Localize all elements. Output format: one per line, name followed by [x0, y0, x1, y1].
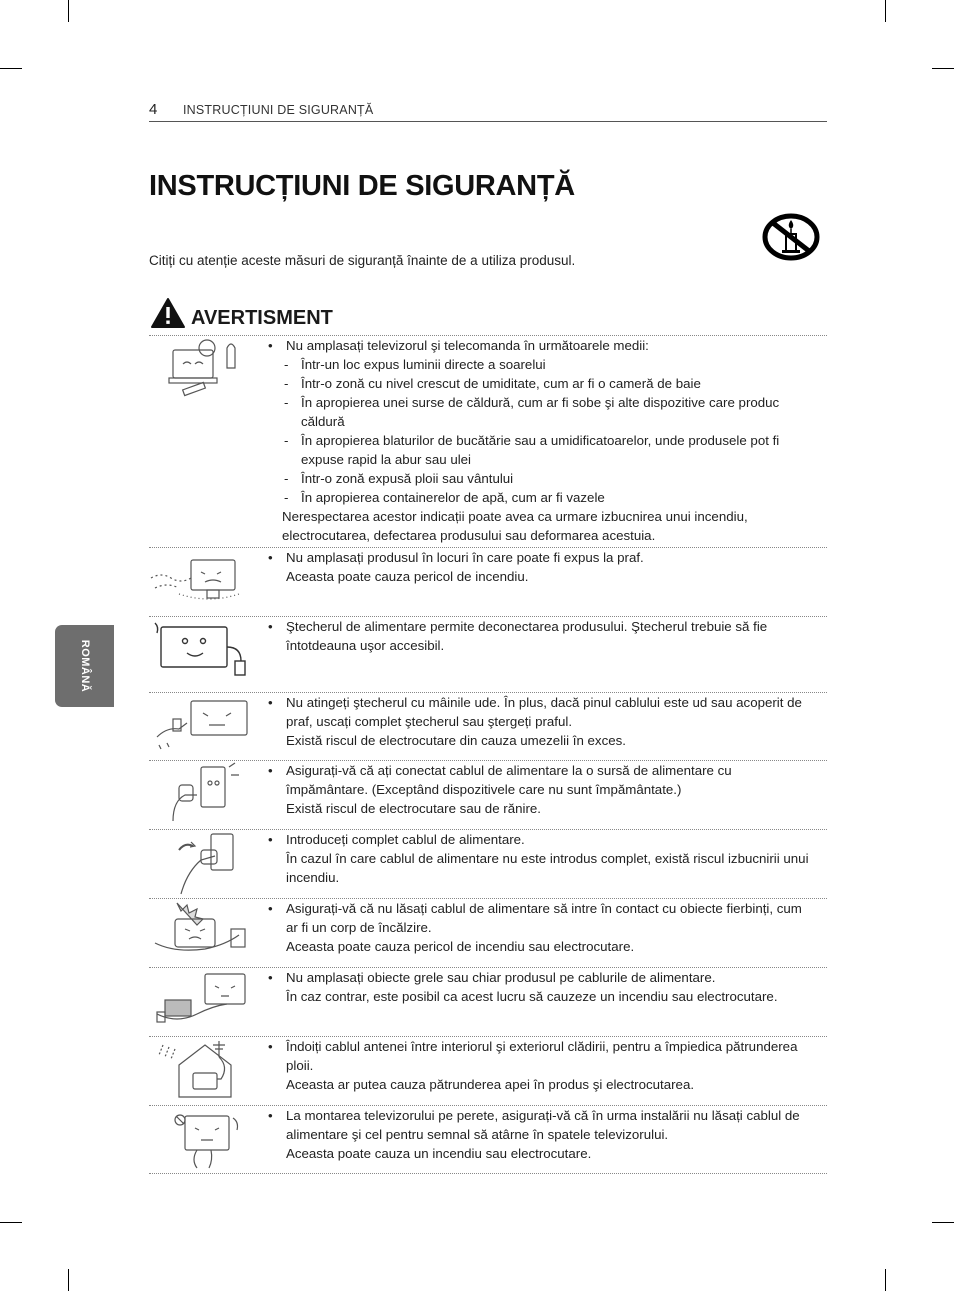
- bullet-text: • La montarea televizorului pe perete, asigurați-vă că în urma instalării nu lăsați cablul de alimentare şi cel pentru semnal să atârne în spatele televizorului.: [268, 1106, 813, 1144]
- crop-mark: [0, 68, 22, 69]
- warning-label: AVERTISMENT: [191, 307, 333, 329]
- bullet-text: • Nu amplasați produsul în locuri în care poate fi expus la praf.: [268, 548, 813, 567]
- bullet-text: • Introduceți complet cablul de alimentare.: [268, 830, 813, 849]
- antenna-cable-house-illustration: [149, 1037, 260, 1103]
- row-text: [268, 899, 813, 956]
- grounded-outlet-illustration: [149, 761, 260, 827]
- continuation-text: În cazul în care cablul de alimentare nu este introdus complet, există riscul izbucnirii unui incendiu.: [286, 851, 809, 885]
- language-tab: [55, 625, 114, 707]
- heater-cable-illustration: [149, 899, 260, 965]
- crop-mark: [885, 1269, 886, 1291]
- row-text: [268, 693, 813, 750]
- intro-text: Citiți cu atenție aceste măsuri de siguranță înainte de a utiliza produsul.: [149, 253, 576, 268]
- row-text: [268, 548, 813, 586]
- warning-row: [149, 335, 827, 547]
- warning-row: [149, 547, 827, 616]
- bullet-text: • Nu amplasați obiecte grele sau chiar produsul pe cablurile de alimentare.: [268, 968, 813, 987]
- crop-mark: [932, 68, 954, 69]
- no-open-flame-icon: [762, 212, 820, 262]
- row-text: [268, 617, 813, 655]
- bullet-text: • Ştecherul de alimentare permite deconectarea produsului. Ştecherul trebuie să fie întotdeauna uşor accesibil.: [268, 617, 813, 655]
- list-item: - Într-o zonă cu nivel crescut de umiditate, cum ar fi o cameră de baie: [268, 374, 813, 393]
- page-number: 4: [149, 101, 158, 118]
- list-item: - În apropierea unei surse de căldură, cum ar fi sobe şi alte dispozitive care produc căldură: [268, 393, 813, 431]
- warning-row: [149, 829, 827, 898]
- list-item: - În apropierea blaturilor de bucătărie sau a umidificatoarelor, unde produsele pot fi expuse rapid la abur sau ulei: [268, 431, 813, 469]
- warning-row: [149, 967, 827, 1036]
- row-text: [268, 761, 813, 818]
- wall-mount-cable-illustration: [149, 1106, 260, 1172]
- bullet-text: • Asigurați-vă că ați conectat cablul de alimentare la o sursă de alimentare cu împământare. (Exceptând dispozitivele care nu sunt împământate.): [268, 761, 813, 799]
- heavy-object-cable-illustration: [149, 968, 260, 1034]
- warning-row: [149, 692, 827, 760]
- crop-mark: [68, 0, 69, 22]
- crop-mark: [0, 1222, 22, 1223]
- continuation-text: Aceasta ar putea cauza pătrunderea apei în produs şi electrocutarea.: [286, 1077, 695, 1092]
- warning-table: [149, 335, 827, 1174]
- continuation-text: Aceasta poate cauza pericol de incendiu.: [286, 569, 529, 584]
- crop-mark: [932, 1222, 954, 1223]
- row-text: [268, 968, 813, 1006]
- continuation-text: În caz contrar, este posibil ca acest lucru să cauzeze un incendiu sau electrocutare.: [286, 989, 778, 1004]
- row-text: [268, 1106, 813, 1163]
- row-text: [268, 830, 813, 887]
- bullet-text: • Asigurați-vă că nu lăsați cablul de alimentare să intre în contact cu obiecte fierbinți, cum ar fi un corp de încălzire.: [268, 899, 813, 937]
- warning-heading: [150, 297, 333, 329]
- continuation-text: Există riscul de electrocutare din cauza umezelii în exces.: [286, 733, 626, 748]
- bullet-text: • Nu atingeți ştecherul cu mâinile ude. În plus, dacă pinul cablului este ud sau acoperit de praf, uscați complet ştecherul sau ştergeți praful.: [268, 693, 813, 731]
- row-text: [268, 336, 813, 545]
- warning-row: [149, 616, 827, 692]
- dusty-place-illustration: [149, 548, 260, 614]
- tv-remote-environment-illustration: [149, 336, 260, 416]
- warning-row: [149, 1105, 827, 1174]
- insert-plug-fully-illustration: [149, 830, 260, 896]
- warning-row: [149, 760, 827, 829]
- wet-hands-plug-illustration: [149, 693, 260, 759]
- accessible-plug-illustration: [149, 617, 260, 683]
- row-note: Nerespectarea acestor indicații poate avea ca urmare izbucnirea unui incendiu, electrocutarea, defectarea produsului sau deformarea acestuia.: [282, 509, 748, 543]
- page-title: INSTRUCȚIUNI DE SIGURANȚĂ: [149, 170, 575, 202]
- warning-triangle-icon: [150, 297, 186, 329]
- bullet-text: • Îndoiți cablul antenei între interiorul şi exteriorul clădirii, pentru a împiedica pătrunderea ploii.: [268, 1037, 813, 1075]
- bullet-text: • Nu amplasați televizorul şi telecomanda în următoarele medii:: [268, 336, 813, 355]
- list-item: - Într-un loc expus luminii directe a soarelui: [268, 355, 813, 374]
- header-rule: [149, 121, 827, 122]
- list-item: - Într-o zonă expusă ploii sau vântului: [268, 469, 813, 488]
- warning-row: [149, 898, 827, 967]
- crop-mark: [885, 0, 886, 22]
- crop-mark: [68, 1269, 69, 1291]
- continuation-text: Există riscul de electrocutare sau de rănire.: [286, 801, 541, 816]
- warning-row: [149, 1036, 827, 1105]
- list-item: - În apropierea containerelor de apă, cum ar fi vazele: [268, 488, 813, 507]
- continuation-text: Aceasta poate cauza pericol de incendiu sau electrocutare.: [286, 939, 635, 954]
- continuation-text: Aceasta poate cauza un incendiu sau electrocutare.: [286, 1146, 592, 1161]
- running-header: INSTRUCȚIUNI DE SIGURANȚĂ: [183, 103, 374, 117]
- language-tab-label: ROMÂNĂ: [78, 639, 91, 693]
- row-text: [268, 1037, 813, 1094]
